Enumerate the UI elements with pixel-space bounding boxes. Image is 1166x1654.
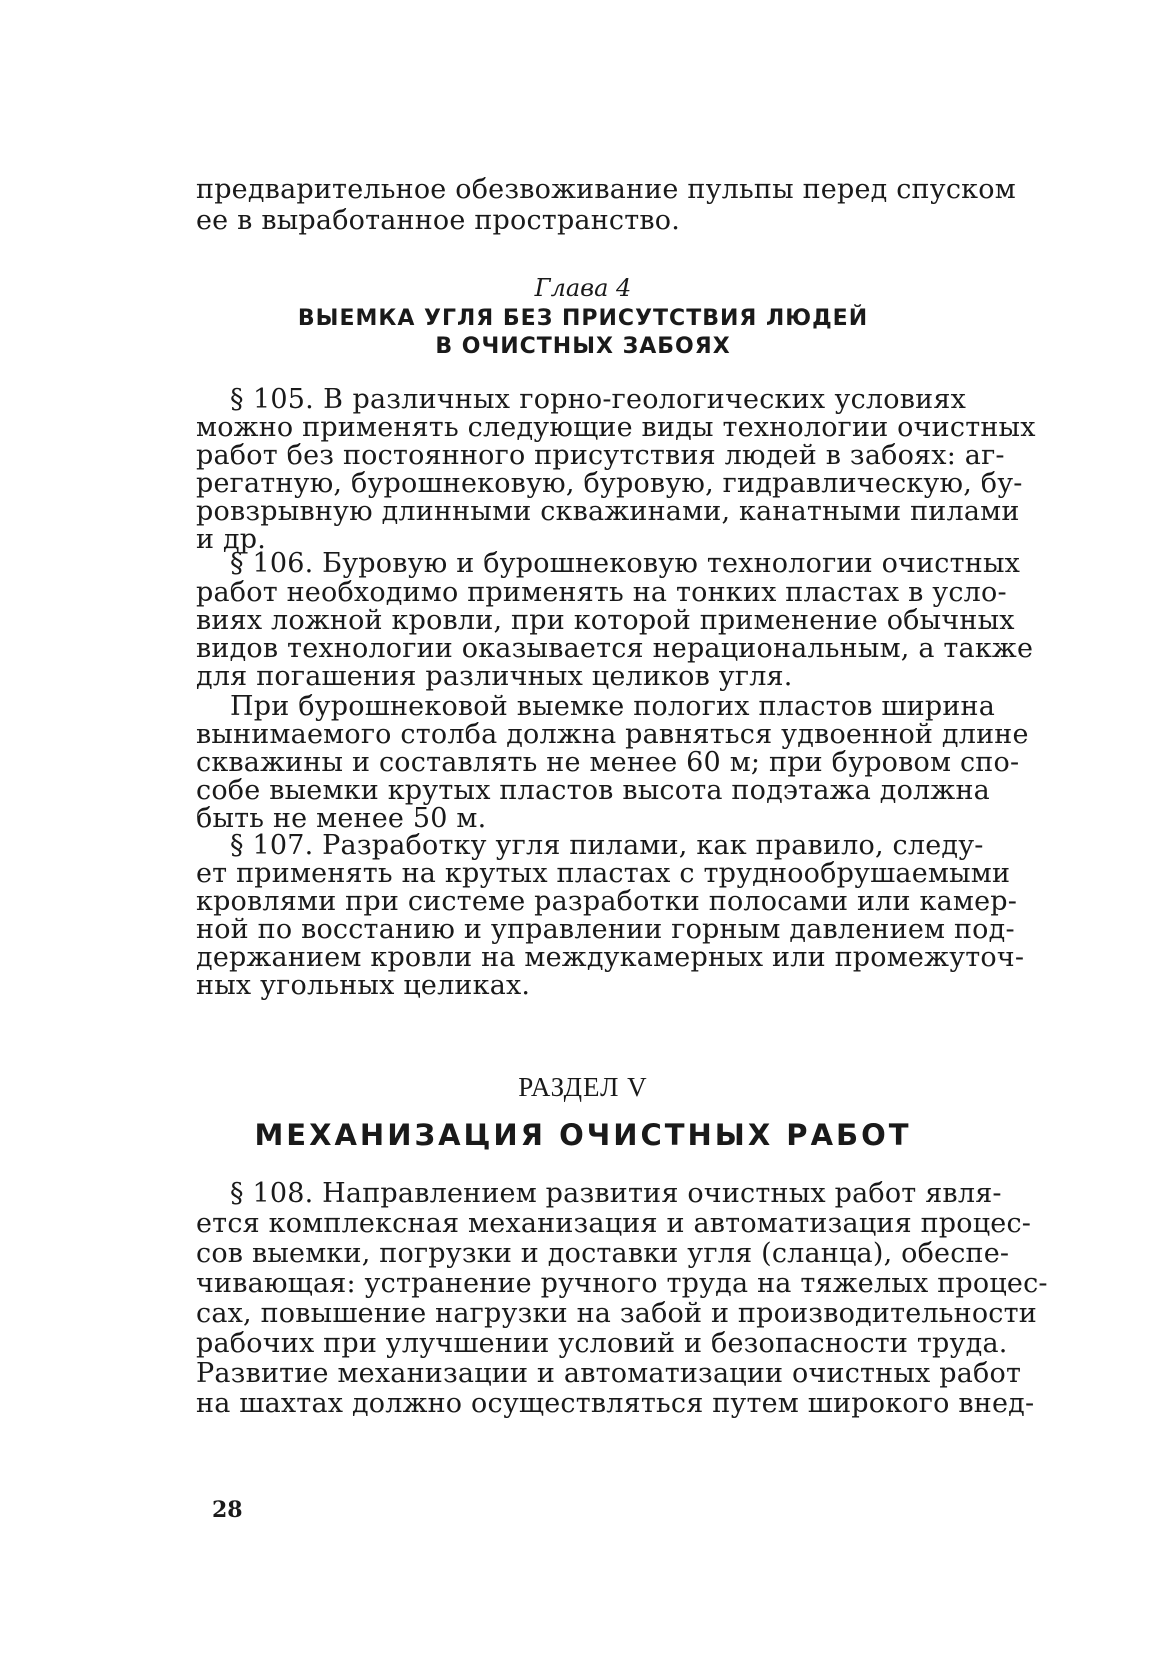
paragraph-line: для погашения различных целиков угля. [196, 661, 793, 692]
paragraph-line: ется комплексная механизация и автоматизация процес- [196, 1208, 1032, 1239]
paragraph-line: § 105. В различных горно-геологических условиях [230, 384, 966, 415]
paragraph-line: Развитие механизации и автоматизации очистных работ [196, 1358, 1022, 1389]
intro-line: предварительное обезвоживание пульпы перед спуском [196, 174, 1016, 205]
paragraph-line: регатную, бурошнековую, буровую, гидравлическую, бу- [196, 468, 1023, 499]
paragraph-line: ных угольных целиках. [196, 970, 531, 1001]
paragraph-line: При бурошнековой выемке пологих пластов ширина [230, 691, 996, 722]
paragraph-line: скважины и составлять не менее 60 м; при буровом спо- [196, 747, 1020, 778]
paragraph-line: быть не менее 50 м. [196, 803, 487, 834]
paragraph-line: и др. [196, 524, 267, 555]
paragraph-line: § 108. Направлением развития очистных работ явля- [230, 1178, 1002, 1209]
paragraph-line: сов выемки, погрузки и доставки угля (сланца), обеспе- [196, 1238, 1010, 1269]
paragraph-line: видов технологии оказывается нерациональным, а также [196, 633, 1034, 664]
paragraph-line: собе выемки крутых пластов высота подэтажа должна [196, 775, 990, 806]
paragraph-line: работ без постоянного присутствия людей в забоях: аг- [196, 440, 1005, 471]
paragraph-line: виях ложной кровли, при которой применение обычных [196, 605, 1015, 636]
paragraph-line: ет применять на крутых пластах с труднообрушаемыми [196, 858, 1011, 889]
paragraph-line: § 106. Буровую и бурошнековую технологии очистных [230, 548, 1021, 579]
page-number: 28 [212, 1497, 243, 1523]
paragraph-line: вынимаемого столба должна равняться удвоенной длине [196, 719, 1029, 750]
paragraph-line: ровзрывную длинными скважинами, канатными пилами [196, 496, 1020, 527]
chapter-label: Глава 4 [534, 274, 632, 302]
paragraph-line: § 107. Разработку угля пилами, как правило, следу- [230, 830, 984, 861]
intro-line: ее в выработанное пространство. [196, 205, 681, 236]
paragraph-line: на шахтах должно осуществляться путем широкого внед- [196, 1388, 1035, 1419]
paragraph-line: чивающая: устранение ручного труда на тяжелых процес- [196, 1268, 1048, 1299]
paragraph-line: можно применять следующие виды технологии очистных [196, 412, 1036, 443]
paragraph-line: работ необходимо применять на тонких пластах в усло- [196, 577, 1007, 608]
paragraph-line: ной по восстанию и управлении горным давлением под- [196, 914, 1015, 945]
paragraph-line: рабочих при улучшении условий и безопасности труда. [196, 1328, 1008, 1359]
paragraph-line: держанием кровли на междукамерных или промежуточ- [196, 942, 1025, 973]
chapter-title-line: ВЫЕМКА УГЛЯ БЕЗ ПРИСУТСТВИЯ ЛЮДЕЙ [297, 306, 869, 331]
chapter-title-line: В ОЧИСТНЫХ ЗАБОЯХ [435, 334, 731, 359]
paragraph-line: сах, повышение нагрузки на забой и производительности [196, 1298, 1037, 1329]
paragraph-line: кровлями при системе разработки полосами или камер- [196, 886, 1018, 917]
section-label: РАЗДЕЛ V [518, 1072, 648, 1102]
section-title: МЕХАНИЗАЦИЯ ОЧИСТНЫХ РАБОТ [254, 1118, 912, 1152]
